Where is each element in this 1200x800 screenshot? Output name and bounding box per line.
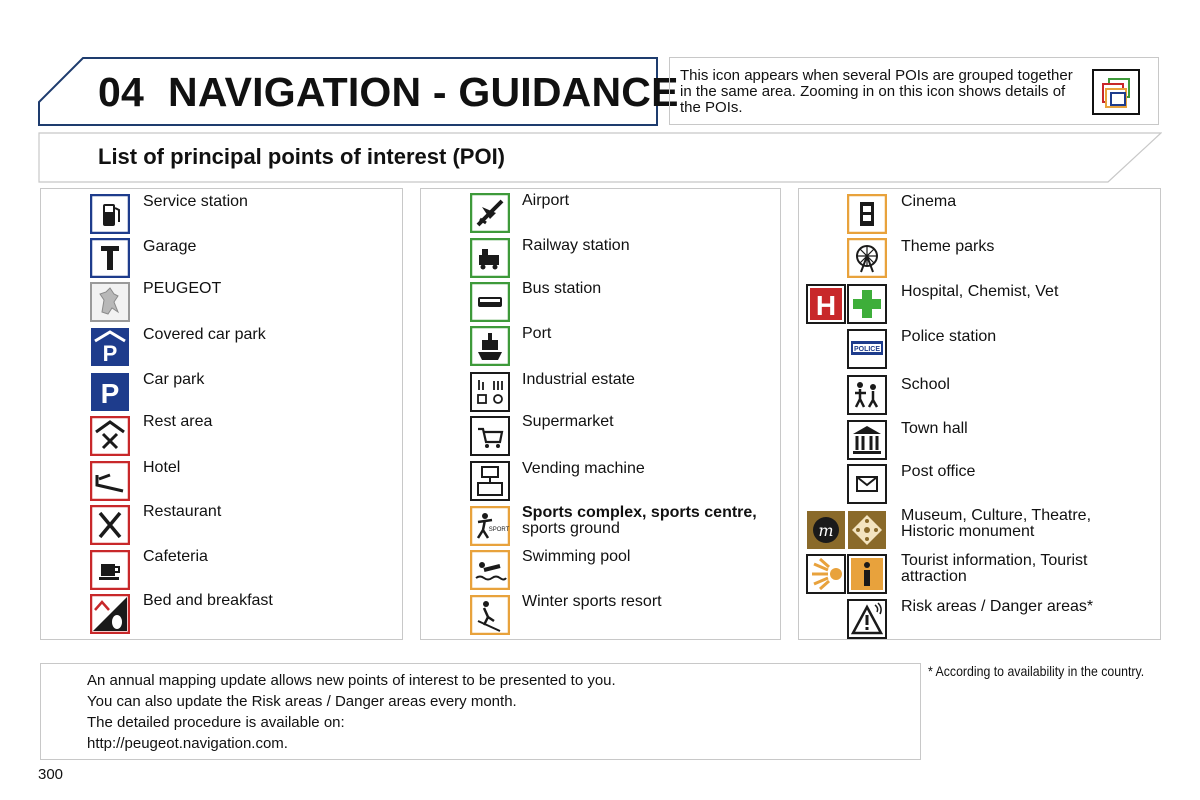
ship-icon (470, 326, 510, 366)
rest-area-icon (90, 416, 130, 456)
poi-label: Supermarket (522, 413, 614, 430)
note-line: You can also update the Risk areas / Danger areas every month. (87, 693, 517, 710)
footnote: * According to availability in the country. (928, 663, 1145, 679)
poi-label: Post office (901, 463, 976, 480)
chapter-name: NAVIGATION - GUIDANCE (168, 69, 679, 115)
bus-icon (470, 282, 510, 322)
poi-label: Restaurant (143, 503, 222, 520)
tourist-attraction-icon (806, 554, 846, 594)
sport-icon (470, 506, 510, 546)
poi-label: Vending machine (522, 460, 645, 477)
swimmer-icon (470, 550, 510, 590)
update-note-text (87, 670, 616, 754)
svg-text:POLICE: POLICE (853, 346, 881, 353)
town-hall-icon (847, 420, 887, 460)
note-line: An annual mapping update allows new points of interest to be presented to you. (87, 672, 616, 689)
page-number: 300 (38, 766, 64, 783)
bed-icon (90, 461, 130, 501)
poi-label: Car park (143, 371, 205, 388)
info-text: This icon appears when several POIs are grouped together in the same area. Zooming in on this icon shows details of the POIs. (680, 67, 1073, 116)
poi-label: Winter sports resort (522, 593, 662, 610)
svg-text:P: P (100, 378, 120, 409)
poi-label: Hotel (143, 459, 181, 476)
poi-label: Police station (901, 328, 997, 345)
coffee-cup-icon (90, 550, 130, 590)
covered-parking-icon (90, 327, 130, 367)
poi-label: Bus station (522, 280, 602, 297)
poi-label: Hospital, Chemist, Vet (901, 283, 1059, 300)
poi-label: School (901, 376, 950, 393)
children-crossing-icon (847, 375, 887, 415)
svg-text:m: m (818, 521, 834, 540)
poi-label: Service station (143, 193, 248, 210)
poi-label: PEUGEOT (143, 280, 222, 297)
fork-knife-icon (90, 505, 130, 545)
poi-label: Industrial estate (522, 371, 635, 388)
wrench-icon (90, 238, 130, 278)
poi-label: Covered car park (143, 326, 266, 343)
airplane-icon (470, 193, 510, 233)
poi-label: Port (522, 325, 552, 342)
poi-label: Risk areas / Danger areas* (901, 598, 1094, 615)
film-icon (847, 194, 887, 234)
pharmacy-cross-icon (847, 284, 887, 324)
poi-label: Sports complex, sports centre, sports ground (522, 504, 757, 537)
poi-label: Theme parks (901, 238, 995, 255)
svg-text:H: H (815, 290, 837, 321)
poi-label: Garage (143, 238, 197, 255)
train-icon (470, 238, 510, 278)
svg-text:P: P (102, 341, 118, 366)
police-icon (847, 329, 887, 369)
grouped-pois-icon (1092, 69, 1140, 115)
poi-label: Rest area (143, 413, 213, 430)
museum-icon (806, 510, 846, 550)
monument-icon (847, 510, 887, 550)
factory-icon (470, 372, 510, 412)
parking-icon (90, 372, 130, 412)
chapter-number: 04 (98, 69, 145, 115)
navigation-url: http://peugeot.navigation.com. (87, 735, 288, 752)
poi-label: Museum, Culture, Theatre, Historic monument (901, 507, 1092, 540)
note-line: The detailed procedure is available on: (87, 714, 345, 731)
peugeot-lion-icon (90, 282, 130, 322)
envelope-icon (847, 464, 887, 504)
poi-label: Bed and breakfast (143, 592, 273, 609)
ferris-wheel-icon (847, 238, 887, 278)
poi-label: Swimming pool (522, 548, 631, 565)
poi-label: Airport (522, 192, 570, 209)
skier-icon (470, 595, 510, 635)
section-heading: List of principal points of interest (POI) (98, 144, 506, 169)
poi-label: Tourist information, Tourist attraction (901, 552, 1088, 585)
chapter-title (98, 66, 679, 118)
shopping-cart-icon (470, 416, 510, 456)
vending-machine-icon (470, 461, 510, 501)
bed-and-breakfast-icon (90, 594, 130, 634)
poi-label: Town hall (901, 420, 968, 437)
poi-label: Cinema (901, 193, 957, 210)
danger-warning-icon (847, 599, 887, 639)
svg-text:SPORT: SPORT (488, 527, 510, 533)
hospital-icon (806, 284, 846, 324)
fuel-pump-icon (90, 194, 130, 234)
poi-label: Cafeteria (143, 548, 208, 565)
poi-label: Railway station (522, 237, 630, 254)
information-icon (847, 554, 887, 594)
